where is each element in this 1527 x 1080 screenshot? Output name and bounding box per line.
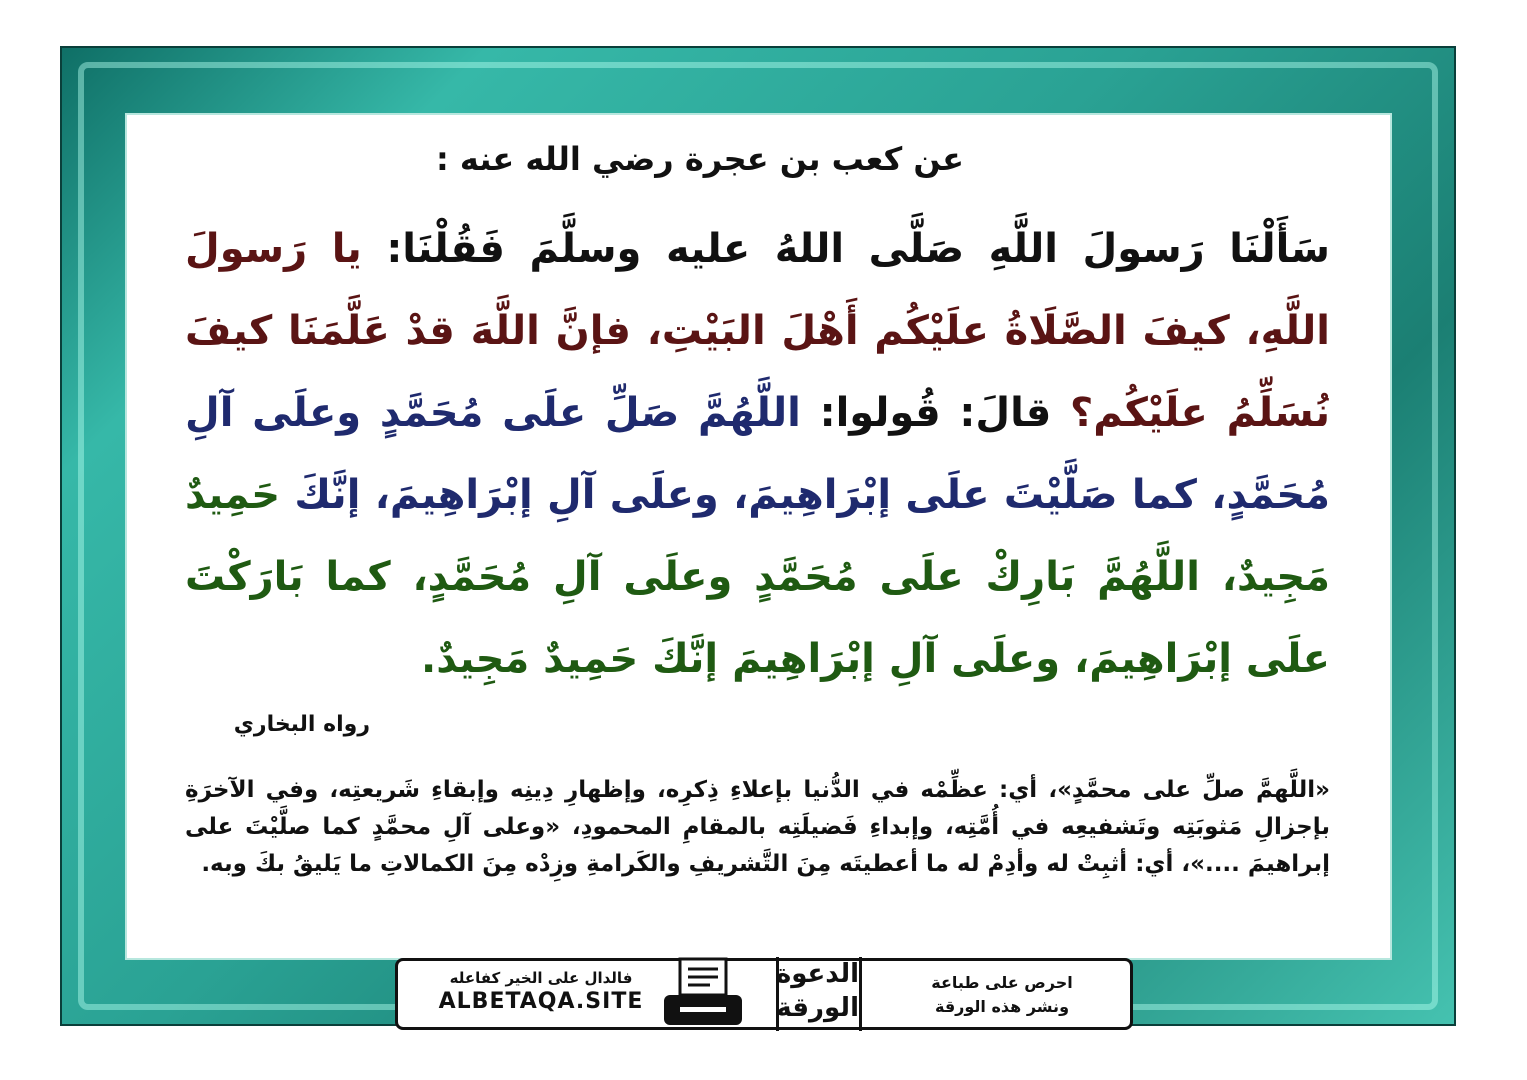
- hadith-source: رواه البخاري: [233, 712, 370, 737]
- print-notice-line2: ونشر هذه الورقة: [934, 997, 1070, 1016]
- logo-dawa-waraqa: [776, 957, 862, 1031]
- logo-bottom-word: الورقة: [776, 993, 859, 1023]
- explanation-text: «اللَّهمَّ صلِّ على محمَّدٍ»، أي: عظِّمْه في الدُّنيا بإعلاءِ ذِكرِه، وإظهارِ دِينِه وإبقاءِ شَريعتِه، وفي الآخرَةِ بإجزالِ مَثوبَتِه وتَشفيعِه في أُمَّتِه، وإبداءِ فَضيلَتِه بالمقامِ المحمودِ، «وعلى آلِ محمَّدٍ كما صلَّيْتَ على إبراهيمَ ....»، أي: أثبِتْ له وأدِمْ له ما أعطيتَه مِنَ التَّشريفِ والكَرامةِ وزِدْه مِنَ الكمالاتِ ما يَليقُ بكَ وبه.: [185, 777, 1330, 877]
- site-link[interactable]: ALBETAQA.SITE: [438, 989, 644, 1014]
- hadith-text: [185, 208, 1330, 700]
- footer-motto: فالدال على الخير كفاعله: [449, 969, 633, 987]
- hadith-part-question: سَأَلْنَا رَسولَ اللَّهِ صَلَّى اللهُ عليه وسلَّمَ فَقُلْنَا:: [386, 226, 1330, 272]
- hadith-part-companions: يا رَسولَ اللَّهِ، كيفَ الصَّلَاةُ علَيْكُم أَهْلَ البَيْتِ، فإنَّ اللَّهَ قدْ عَلَّمَنَا كيفَ نُسَلِّمُ علَيْكُم؟: [185, 226, 1331, 436]
- hadith-part-salat: اللَّهُمَّ صَلِّ علَى مُحَمَّدٍ وعلَى آلِ مُحَمَّدٍ، كما صَلَّيْتَ علَى إبْرَاهِيمَ، وعلَى آلِ إبْرَاهِيمَ، إنَّكَ: [185, 390, 1330, 518]
- printer-icon: [660, 955, 746, 1031]
- footer-print-notice: [902, 971, 1102, 1019]
- hadith-part-said: قالَ: قُولوا:: [819, 390, 1052, 436]
- footer-site-block: [416, 969, 666, 1014]
- logo-top-word: الدعوة: [775, 959, 859, 989]
- print-notice-line1: احرص على طباعة: [931, 973, 1073, 992]
- hadith-part-baraka: حَمِيدٌ مَجِيدٌ، اللَّهُمَّ بَارِكْ علَى مُحَمَّدٍ وعلَى آلِ مُحَمَّدٍ، كما بَارَكْتَ علَى إبْرَاهِيمَ، وعلَى آلِ إبْرَاهِيمَ إنَّكَ حَمِيدٌ مَجِيدٌ.: [185, 472, 1330, 682]
- footer-bar: [395, 958, 1133, 1030]
- narrator-heading: عن كعب بن عجرة رضي الله عنه :: [435, 140, 964, 178]
